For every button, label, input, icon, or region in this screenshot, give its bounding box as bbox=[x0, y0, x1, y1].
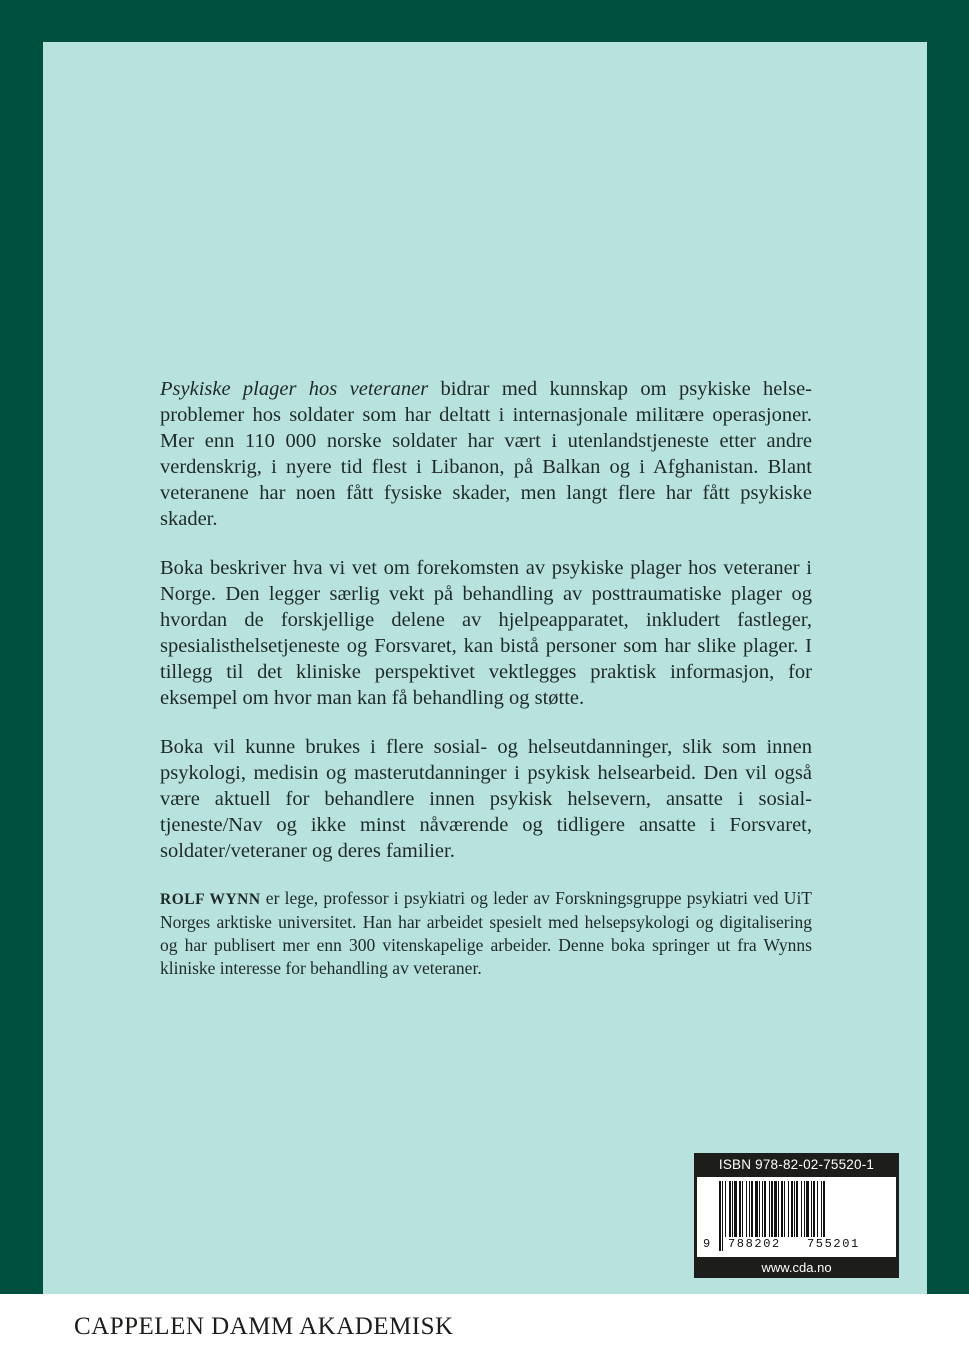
barcode-bar bbox=[784, 1181, 785, 1237]
barcode-bar bbox=[729, 1181, 731, 1237]
description-paragraph-2 bbox=[160, 555, 812, 711]
barcode-bar bbox=[794, 1181, 795, 1237]
barcode-bar bbox=[742, 1181, 743, 1237]
barcode-digits-left: 788202 bbox=[728, 1237, 781, 1251]
publisher-logo: CAPPELEN DAMM AKADEMISK bbox=[74, 1313, 454, 1340]
barcode-bar bbox=[813, 1181, 815, 1237]
author-bio-text: er lege, professor i psykiatri og leder av Forskningsgruppe psykiatri ved UiT Norges arktiske universitet. Han har arbeidet spesielt med helsepsykologi og digitalisering og har publisert mer enn 300 vitenskapelige arbeider. Denne boka springer ut fra Wynns kliniske interesse for behandling av veteraner. bbox=[160, 888, 812, 978]
author-bio bbox=[160, 887, 812, 980]
publisher-website: www.cda.no bbox=[761, 1260, 832, 1275]
barcode-bar bbox=[821, 1181, 822, 1237]
barcode-bar bbox=[749, 1181, 750, 1237]
barcode-digit-lead: 9 bbox=[703, 1237, 712, 1251]
paragraph-text: Boka beskriver hva vi vet om forekomsten av psykiske plager hos veteraner i Norge. Den legger særlig vekt på behandling av posttraumatiske plager og hvordan de forskjellige delene av hjelpeapparatet, inkludert fastleger, spesialisthelsetjeneste og Forsvaret, kan bistå personer som har slike plager. I tillegg til det kliniske perspektivet vektlegges praktisk informasjon, for eksempel om hvor man kan få behandling og støtte. bbox=[160, 557, 812, 709]
barcode-bar bbox=[781, 1181, 783, 1237]
barcode-bar bbox=[755, 1181, 758, 1237]
barcode-bar bbox=[804, 1181, 805, 1237]
paragraph-text: Boka vil kunne brukes i flere sosial- og helseutdanninger, slik som innen psykologi, medisin og masterutdanninger i psykisk helsearbeid. Den vil også være aktuell for behandlere innen psykisk helsevern, ansatte i sosialtjeneste/Nav og ikke minst nåværende og tidligere ansatte i Forsvaret, soldater/veteraner og deres familier. bbox=[160, 736, 812, 862]
description-paragraph-3 bbox=[160, 734, 812, 864]
barcode-digits-right: 755201 bbox=[807, 1237, 860, 1251]
book-title-italic: Psykiske plager hos veteraner bbox=[160, 378, 429, 400]
barcode-bar bbox=[791, 1181, 793, 1237]
barcode-bars bbox=[697, 1177, 896, 1257]
description-paragraph-1 bbox=[160, 376, 812, 532]
back-cover-text bbox=[160, 376, 812, 980]
barcode-bar bbox=[796, 1181, 798, 1237]
barcode-bar bbox=[778, 1181, 779, 1237]
barcode-bar bbox=[734, 1181, 737, 1237]
barcode-bar bbox=[811, 1181, 812, 1237]
barcode-bar bbox=[762, 1181, 763, 1237]
barcode-bar bbox=[719, 1181, 721, 1251]
barcode-bar bbox=[769, 1181, 770, 1237]
barcode-bar bbox=[817, 1181, 818, 1237]
author-name: ROLF WYNN bbox=[160, 891, 261, 908]
barcode-bar bbox=[746, 1181, 747, 1237]
barcode-bar bbox=[764, 1181, 766, 1237]
barcode-bar bbox=[722, 1181, 723, 1251]
barcode-bar bbox=[751, 1181, 753, 1237]
barcode-bar bbox=[759, 1181, 760, 1237]
isbn-barcode-box bbox=[694, 1153, 899, 1278]
barcode-area bbox=[697, 1177, 896, 1257]
isbn-label: ISBN 978-82-02-75520-1 bbox=[718, 1157, 875, 1172]
barcode-bar bbox=[801, 1181, 802, 1237]
paragraph-text: bidrar med kunnskap om psykiske helseproblemer hos soldater som har deltatt i internasjonale militære operasjoner. Mer enn 110 000 norske soldater har vært i utenlandstjeneste etter andre verdenskrig, i nyere tid flest i Libanon, på Balkan og i Afghanistan. Blant veteranene har noen fått fysiske skader, men langt flere har fått psykiske skader. bbox=[160, 378, 812, 530]
barcode-bar bbox=[725, 1181, 726, 1237]
barcode-bar bbox=[806, 1181, 809, 1237]
barcode-bar bbox=[739, 1181, 741, 1237]
barcode-bar bbox=[732, 1181, 733, 1237]
barcode-bar bbox=[788, 1181, 789, 1237]
